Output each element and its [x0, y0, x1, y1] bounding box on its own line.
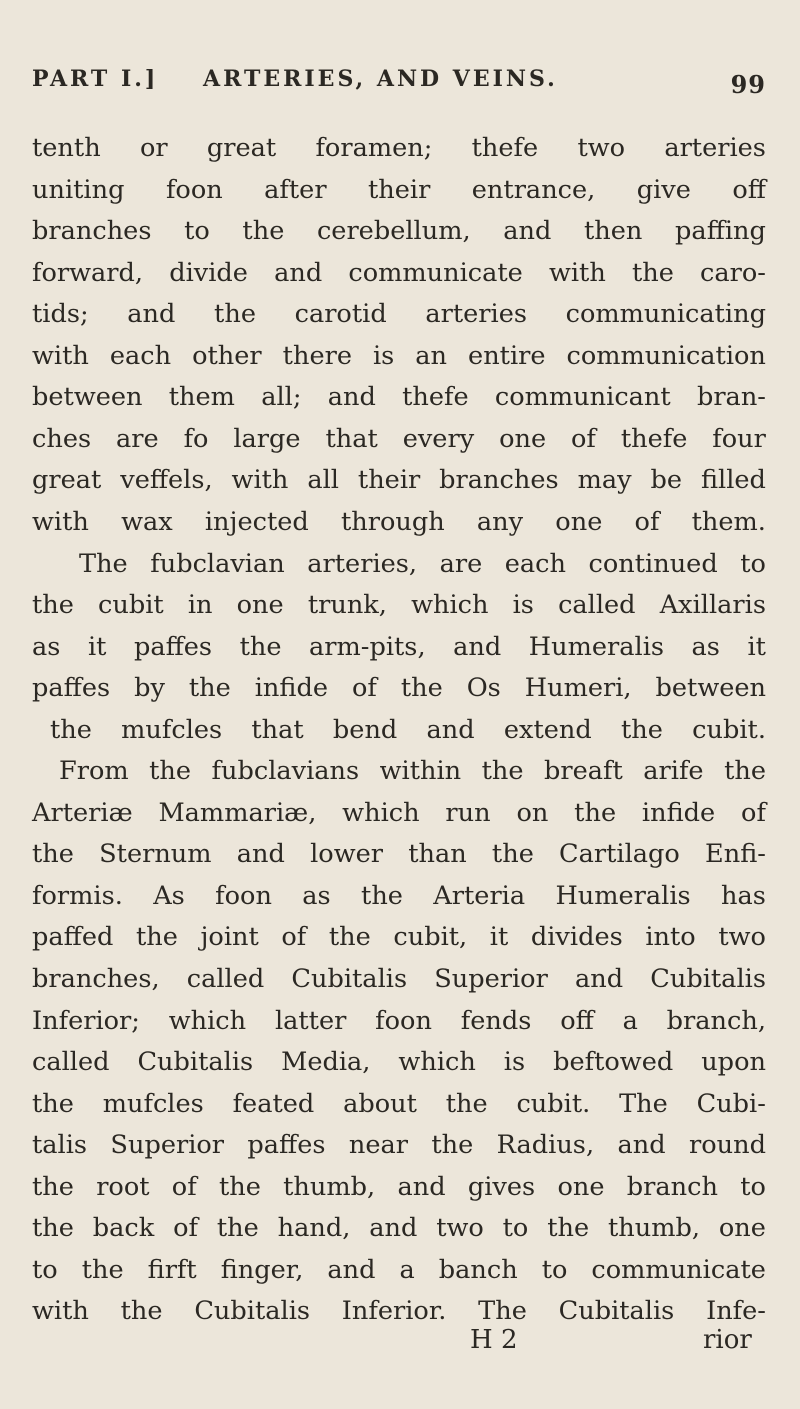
- text-line: uniting foon after their entrance, give off: [32, 174, 766, 205]
- text-line: The fubclavian arteries, are each continued to: [79, 548, 766, 579]
- text-line: between them all; and thefe communicant bran-: [32, 382, 766, 413]
- text-line: paffes by the infide of the Os Humeri, between: [32, 673, 766, 704]
- catchword: rior: [703, 1325, 752, 1355]
- text-line: with wax injected through any one of them.: [32, 506, 766, 537]
- text-line: Arteriæ Mammariæ, which run on the infide of: [32, 797, 766, 828]
- part-label: PART I.]: [32, 66, 159, 92]
- running-title: ARTERIES, AND VEINS.: [203, 66, 558, 92]
- text-line: paffed the joint of the cubit, it divides into two: [32, 922, 766, 953]
- signature-mark: H 2: [470, 1325, 518, 1355]
- text-line: as it paffes the arm-pits, and Humeralis as it: [32, 631, 766, 662]
- text-line: the back of the hand, and two to the thumb, one: [32, 1213, 766, 1244]
- text-line: with the Cubitalis Inferior. The Cubitalis Infe-: [32, 1296, 766, 1327]
- text-line: formis. As foon as the Arteria Humeralis has: [32, 880, 766, 911]
- text-line: the mufcles that bend and extend the cubit.: [50, 714, 766, 745]
- text-line: the Sternum and lower than the Cartilago Enfi-: [32, 839, 766, 870]
- text-line: talis Superior paffes near the Radius, and round: [32, 1130, 766, 1161]
- text-line: the cubit in one trunk, which is called Axillaris: [32, 590, 766, 621]
- text-line: to the firft finger, and a banch to communicate: [32, 1254, 766, 1285]
- text-line: branches to the cerebellum, and then paffing: [32, 216, 766, 247]
- text-line: From the fubclavians within the breaft arife the: [59, 756, 766, 787]
- text-line: tenth or great foramen; thefe two arteries: [32, 133, 766, 163]
- text-line: the mufcles feated about the cubit. The Cubi-: [32, 1088, 766, 1119]
- text-line: with each other there is an entire communication: [32, 340, 766, 371]
- text-line: called Cubitalis Media, which is beftowed upon: [32, 1047, 766, 1078]
- text-line: great veffels, with all their branches may be filled: [32, 465, 766, 496]
- text-line: forward, divide and communicate with the caro-: [32, 257, 766, 288]
- text-line: ches are fo large that every one of thefe four: [32, 423, 766, 454]
- page-number: 99: [730, 70, 766, 99]
- text-line: Inferior; which latter foon fends off a branch,: [32, 1005, 766, 1036]
- text-line: the root of the thumb, and gives one branch to: [32, 1171, 766, 1202]
- text-line: tids; and the carotid arteries communicating: [32, 299, 766, 330]
- text-line: branches, called Cubitalis Superior and Cubitalis: [32, 964, 766, 994]
